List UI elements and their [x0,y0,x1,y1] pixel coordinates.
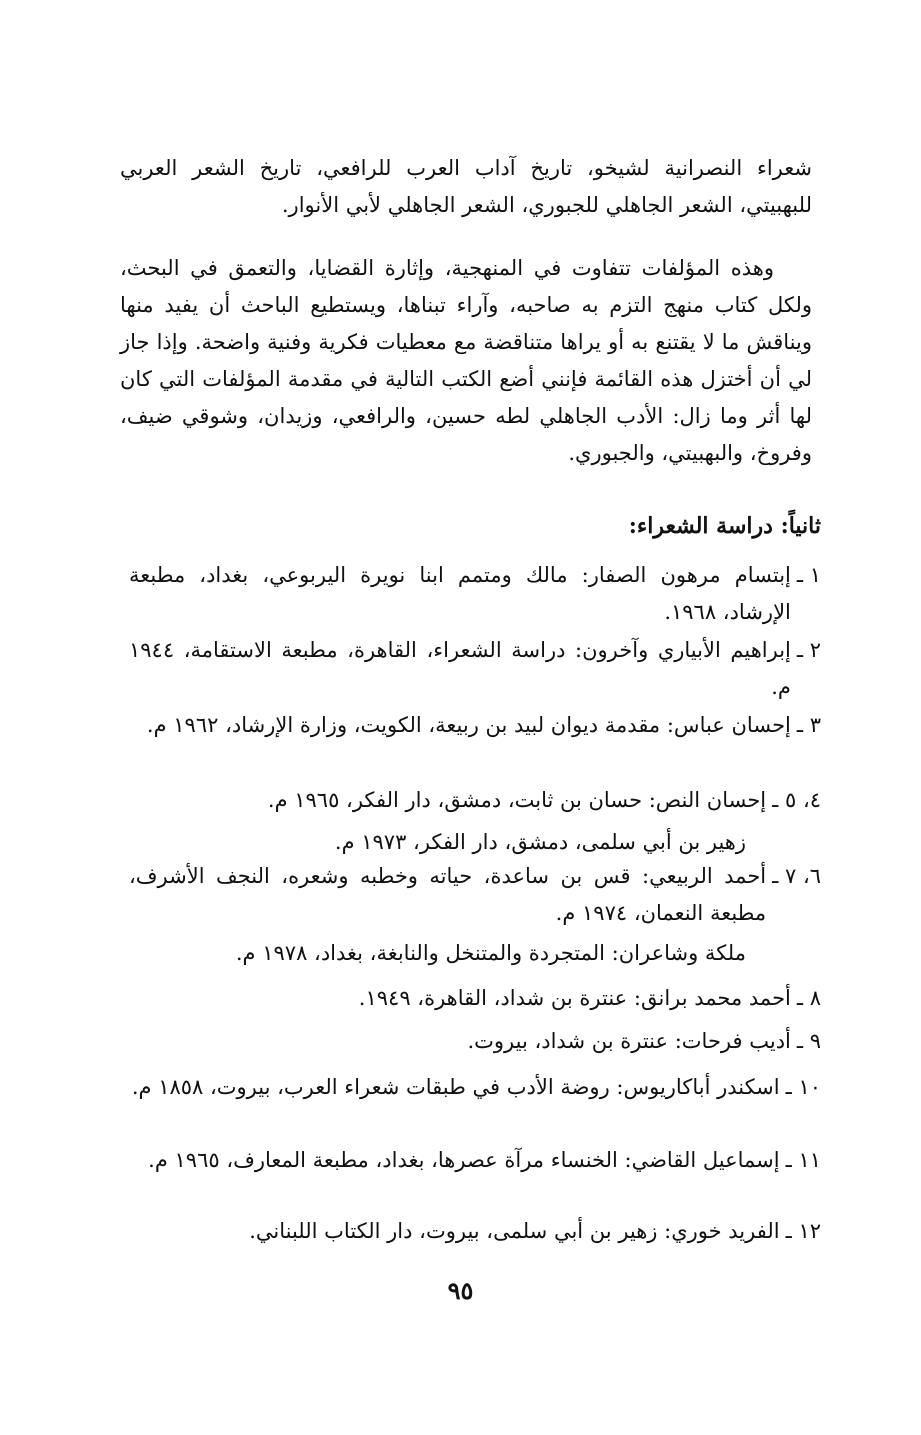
entry-text: إسماعيل القاضي: الخنساء مرآة عصرها، بغداد، مطبعة المعارف، ١٩٦٥ م. [148,1148,780,1172]
entry-text: إحسان عباس: مقدمة ديوان لبيد بن ربيعة، الكويت، وزارة الإرشاد، ١٩٦٢ م. [146,713,791,737]
entry-text: اسكندر أباكاريوس: روضة الأدب في طبقات شعراء العرب، بيروت، ١٨٥٨ م. [131,1075,780,1099]
bibliography-entry-4-5 [129,782,821,819]
entry-text: الفريد خوري: زهير بن أبي سلمى، بيروت، دار الكتاب اللبناني. [249,1219,780,1243]
page-number: ٩٥ [447,1276,474,1305]
entry-number: ١٢ ـ [785,1219,821,1243]
bibliography-entry-9 [129,1023,821,1060]
entry-number: ٢ ـ [796,638,821,662]
entry-number: ١٠ ـ [785,1075,821,1099]
entry-number: ٤، ٥ ـ [772,788,821,812]
bibliography-entry-6-7 [129,858,821,932]
bibliography-entry-3 [129,707,821,744]
entry-text: إحسان النص: حسان بن ثابت، دمشق، دار الفكر، ١٩٦٥ م. [267,788,767,812]
bibliography-entry-11 [129,1142,821,1179]
entry-text: أحمد الربيعي: قس بن ساعدة، حياته وخطبه وشعره، النجف الأشرف، مطبعة النعمان، ١٩٧٤ م. [129,864,767,925]
entry-number: ٦، ٧ ـ [772,864,821,888]
body-paragraph: وهذه المؤلفات تتفاوت في المنهجية، وإثارة القضايا، والتعمق في البحث، ولكل كتاب منهج التزم به صاحبه، وآراء تبناها، ويستطيع الباحث أن يفيد منها ويناقش ما لا يقتنع به أو يراها متناقضة مع معطيات فكرية وفنية واضحة. وإذا جاز لي أن أختزل هذه القائمة فإنني أضع الكتب التالية في مقدمة المؤلفات التي كان لها أثر وما زال: الأدب الجاهلي لطه حسين، والرافعي، وزيدان، وشوقي ضيف، وفروخ، والبهبيتي، والجبوري. [120,256,812,465]
entry-continuation: ملكة وشاعران: المتجردة والمتنخل والنابغة، بغداد، ١٩٧٨ م. [235,941,746,965]
bibliography-entry-1 [129,557,821,631]
bibliography-entry-12 [129,1213,821,1250]
bibliography-entry-8 [129,980,821,1017]
intro-text: شعراء النصرانية لشيخو، تاريخ آداب العرب للرافعي، تاريخ الشعر العربي للبهبيتي، الشعر الجاهلي للجبوري، الشعر الجاهلي لأبي الأنوار. [120,156,812,217]
bibliography-entry-10 [129,1069,821,1106]
entry-number: ٨ ـ [796,986,821,1010]
entry-number: ٩ ـ [796,1029,821,1053]
entry-text: أديب فرحات: عنترة بن شداد، بيروت. [467,1029,791,1053]
entry-continuation: زهير بن أبي سلمى، دمشق، دار الفكر، ١٩٧٣ م. [334,830,746,854]
entry-text: إبتسام مرهون الصفار: مالك ومتمم ابنا نويرة اليربوعي، بغداد، مطبعة الإرشاد، ١٩٦٨. [129,563,791,624]
entry-text: أحمد محمد برانق: عنترة بن شداد، القاهرة، ١٩٤٩. [358,986,791,1010]
entry-text: إبراهيم الأبياري وآخرون: دراسة الشعراء، القاهرة، مطبعة الاستقامة، ١٩٤٤ م. [129,638,791,699]
section-heading: ثانياً: دراسة الشعراء: [628,513,821,539]
bibliography-entry-2 [129,632,821,706]
entry-number: ٣ ـ [796,713,821,737]
entry-number: ١ ـ [796,563,821,587]
entry-number: ١١ ـ [785,1148,821,1172]
